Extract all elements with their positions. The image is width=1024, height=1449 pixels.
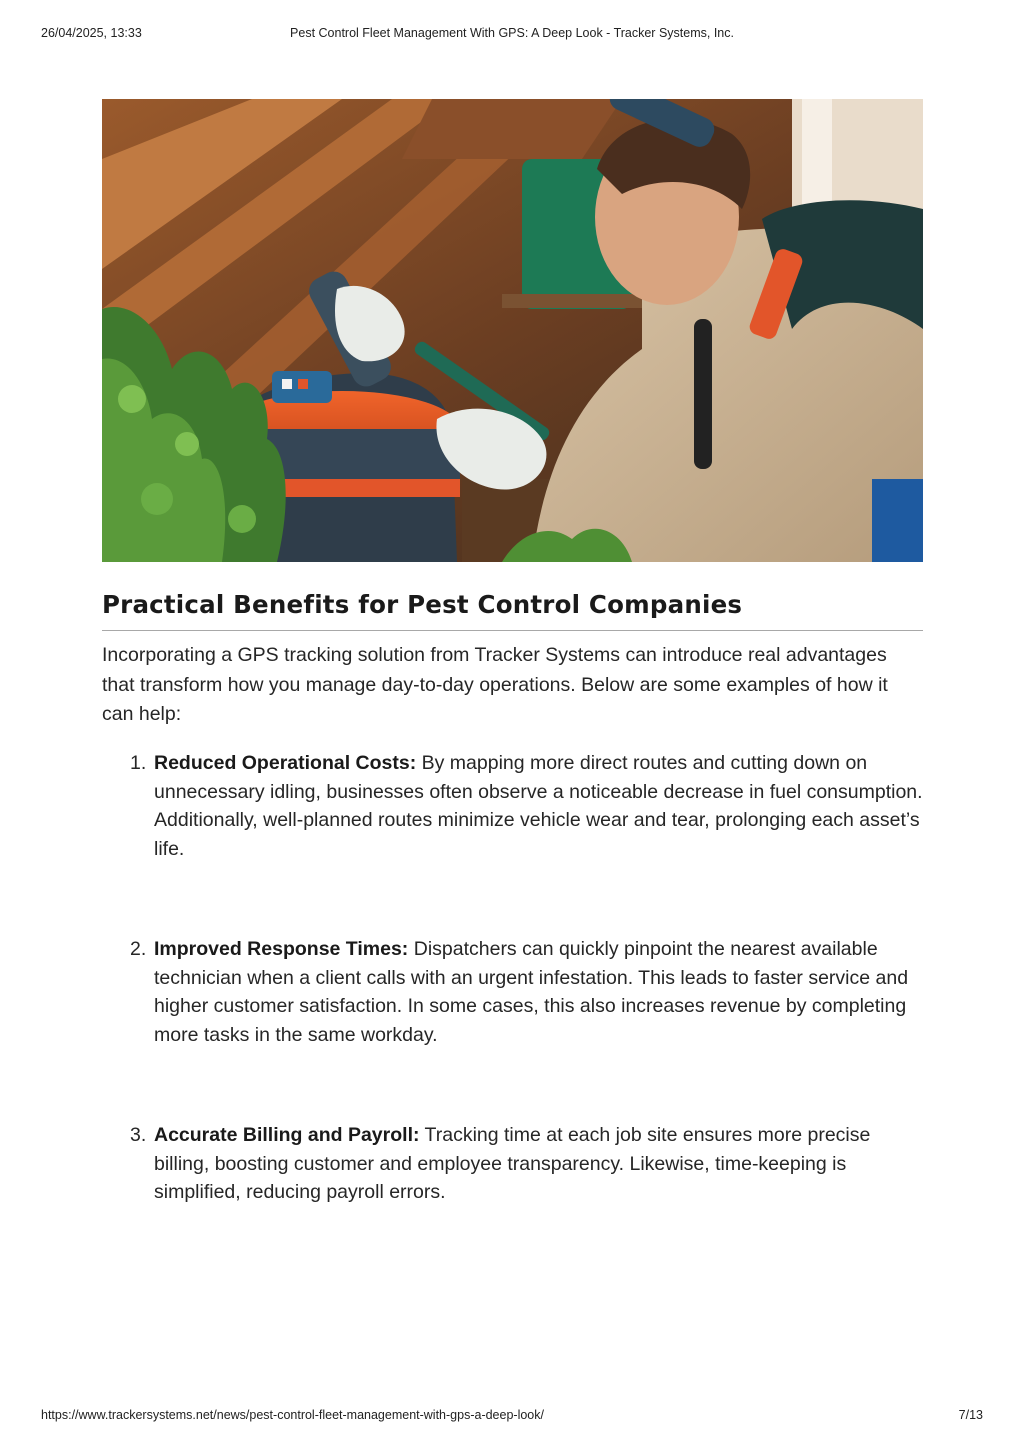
list-item [130,935,924,1049]
print-header [41,26,983,42]
list-item-text: Dispatchers can quickly pinpoint the nearest available technician when a client calls with an urgent infestation. This leads to faster service and higher customer satisfaction. In some cases, this also increases revenue by completing more tasks in the same workday. [154,938,909,1046]
page-number: 7/13 [958,1408,983,1422]
list-item-heading: Accurate Billing and Payroll: [154,1124,420,1146]
list-item-heading: Improved Response Times: [154,938,409,960]
list-item [130,749,924,863]
list-item-number: 3. [130,1124,147,1146]
intro-paragraph: Incorporating a GPS tracking solution from Tracker Systems can introduce real advantages that transform how you manage day-to-day operations. Below are some examples of how it can help: [102,644,888,725]
print-page-title: Pest Control Fleet Management With GPS: A Deep Look - Tracker Systems, Inc. [290,26,734,40]
print-footer [41,1408,983,1424]
heading-divider [102,630,923,631]
hero-image [102,99,923,562]
list-item-number: 1. [130,752,147,774]
list-item-heading: Reduced Operational Costs: [154,752,417,774]
print-date: 26/04/2025, 13:33 [41,26,142,40]
page-url: https://www.trackersystems.net/news/pest-control-fleet-management-with-gps-a-deep-look/ [41,1408,544,1422]
list-item-text: By mapping more direct routes and cutting down on unnecessary idling, businesses often observe a noticeable decrease in fuel consumption. Additionally, well-planned routes minimize vehicle wear and tear, prolonging each asset’s life. [154,752,923,860]
list-item-number: 2. [130,938,147,960]
list-item-text: Tracking time at each job site ensures more precise billing, boosting customer and employee transparency. Likewise, time-keeping is simplified, reducing payroll errors. [154,1124,871,1204]
pest-control-technician-photo [102,99,923,562]
list-item [130,1121,924,1207]
section-heading: Practical Benefits for Pest Control Companies [102,590,743,619]
